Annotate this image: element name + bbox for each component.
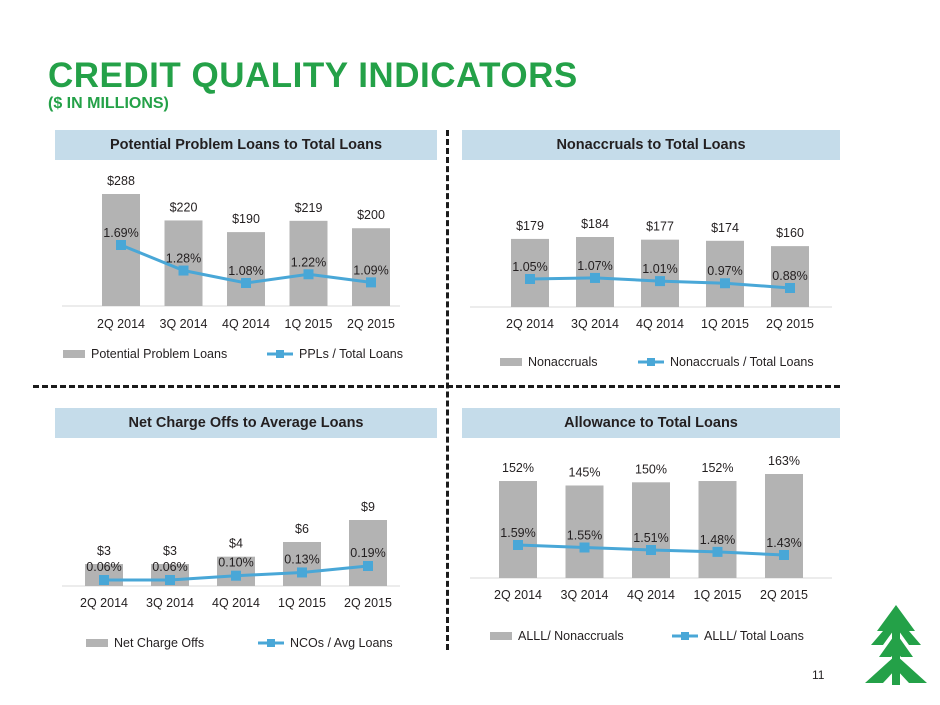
line-data-label: 0.10% bbox=[218, 555, 254, 570]
x-tick-label: 1Q 2015 bbox=[701, 317, 749, 331]
legend-marker-line bbox=[276, 350, 284, 358]
bar-data-label: 163% bbox=[768, 454, 800, 468]
bar-data-label: $6 bbox=[295, 522, 309, 536]
bar-data-label: $220 bbox=[169, 200, 198, 215]
line-data-label: 0.19% bbox=[350, 546, 386, 560]
line-point bbox=[646, 545, 656, 555]
line-point bbox=[297, 567, 307, 577]
line-point bbox=[241, 278, 251, 288]
line-point bbox=[580, 543, 590, 553]
line-point bbox=[99, 575, 109, 585]
line-point bbox=[785, 283, 795, 293]
x-tick-label: 2Q 2015 bbox=[344, 596, 392, 610]
line-point bbox=[513, 540, 523, 550]
line-point bbox=[525, 274, 535, 284]
x-tick-label: 2Q 2015 bbox=[347, 317, 395, 331]
x-tick-label: 3Q 2014 bbox=[571, 317, 619, 331]
line-data-label: 0.06% bbox=[152, 560, 188, 574]
line-point bbox=[179, 266, 189, 276]
line-point bbox=[231, 571, 241, 581]
line-point bbox=[366, 277, 376, 287]
x-tick-label: 3Q 2014 bbox=[560, 588, 609, 602]
legend-label-line: PPLs / Total Loans bbox=[299, 347, 404, 361]
line-data-label: 1.43% bbox=[766, 536, 802, 550]
bar-data-label: $9 bbox=[361, 500, 375, 514]
line-point bbox=[304, 269, 314, 279]
legend-swatch-bar bbox=[500, 358, 522, 366]
bar-data-label: 150% bbox=[635, 462, 667, 477]
line-point bbox=[779, 550, 789, 560]
page-subtitle: ($ IN MILLIONS) bbox=[48, 95, 169, 112]
panel-header-nonaccruals: Nonaccruals to Total Loans bbox=[462, 130, 840, 160]
x-tick-label: 2Q 2014 bbox=[80, 596, 128, 610]
line-data-label: 1.59% bbox=[500, 526, 536, 540]
x-tick-label: 2Q 2014 bbox=[97, 317, 145, 331]
bar-data-label: $288 bbox=[107, 174, 135, 188]
bar-data-label: $3 bbox=[97, 544, 111, 558]
line-data-label: 1.28% bbox=[165, 251, 202, 266]
line-data-label: 1.08% bbox=[228, 264, 264, 278]
line-data-label: 1.05% bbox=[512, 260, 548, 274]
line-data-label: 1.22% bbox=[290, 255, 327, 270]
legend-label-bar: ALLL/ Nonaccruals bbox=[518, 629, 624, 643]
x-tick-label: 1Q 2015 bbox=[278, 596, 326, 610]
bar-data-label: $184 bbox=[581, 217, 609, 231]
legend-label-bar: Potential Problem Loans bbox=[91, 347, 228, 361]
line-data-label: 1.48% bbox=[699, 532, 736, 547]
line-data-label: 1.55% bbox=[566, 528, 603, 543]
line-data-label: 0.06% bbox=[86, 560, 122, 574]
panel-header-ppl: Potential Problem Loans to Total Loans bbox=[55, 130, 437, 160]
legend-label-line: NCOs / Avg Loans bbox=[290, 636, 393, 650]
bar-data-label: $190 bbox=[232, 212, 260, 227]
bar-data-label: $160 bbox=[776, 226, 804, 241]
line-data-label: 1.09% bbox=[353, 263, 389, 278]
bar-data-label: $174 bbox=[711, 220, 739, 235]
x-tick-label: 3Q 2014 bbox=[146, 596, 194, 610]
line-point bbox=[713, 547, 723, 557]
legend-swatch-bar bbox=[63, 350, 85, 358]
x-tick-label: 2Q 2014 bbox=[506, 317, 554, 331]
line-data-label: 0.97% bbox=[707, 264, 743, 279]
line-point bbox=[590, 273, 600, 283]
line-point bbox=[720, 278, 730, 288]
bar-data-label: $177 bbox=[646, 219, 674, 234]
line-point bbox=[363, 561, 373, 571]
page-number: 11 bbox=[812, 668, 825, 682]
bar bbox=[765, 474, 803, 578]
line-point bbox=[165, 575, 175, 585]
x-tick-label: 2Q 2015 bbox=[766, 317, 814, 331]
panel-header-nco: Net Charge Offs to Average Loans bbox=[55, 408, 437, 438]
line-data-label: 1.69% bbox=[103, 226, 139, 240]
line-point bbox=[116, 240, 126, 250]
line-data-label: 1.51% bbox=[633, 531, 669, 545]
bar-data-label: 152% bbox=[701, 461, 734, 476]
x-tick-label: 4Q 2014 bbox=[627, 588, 675, 602]
legend-marker-line bbox=[267, 639, 275, 647]
legend-label-bar: Net Charge Offs bbox=[114, 636, 205, 650]
legend-label-bar: Nonaccruals bbox=[528, 355, 598, 369]
x-tick-label: 2Q 2015 bbox=[760, 588, 808, 602]
legend-swatch-bar bbox=[86, 639, 108, 647]
x-tick-label: 1Q 2015 bbox=[693, 588, 742, 602]
bar-data-label: 145% bbox=[568, 465, 601, 480]
panel-header-allowance: Allowance to Total Loans bbox=[462, 408, 840, 438]
legend-marker-line bbox=[647, 358, 655, 366]
bar-data-label: $200 bbox=[357, 208, 385, 223]
line-point bbox=[655, 276, 665, 286]
legend-label-line: ALLL/ Total Loans bbox=[704, 629, 804, 643]
x-tick-label: 3Q 2014 bbox=[159, 317, 208, 331]
line-data-label: 1.07% bbox=[577, 258, 613, 273]
x-tick-label: 4Q 2014 bbox=[636, 317, 684, 331]
x-tick-label: 1Q 2015 bbox=[284, 317, 333, 331]
bar-data-label: 152% bbox=[502, 461, 534, 476]
x-tick-label: 4Q 2014 bbox=[222, 317, 270, 331]
line-data-label: 0.88% bbox=[772, 269, 808, 283]
bar bbox=[699, 481, 737, 578]
x-tick-label: 2Q 2014 bbox=[494, 588, 542, 602]
bar-data-label: $4 bbox=[229, 536, 243, 551]
x-tick-label: 4Q 2014 bbox=[212, 596, 260, 610]
legend-marker-line bbox=[681, 632, 689, 640]
line-data-label: 0.13% bbox=[284, 552, 320, 567]
page-title: CREDIT QUALITY INDICATORS bbox=[48, 56, 578, 95]
bank-logo-icon bbox=[865, 605, 927, 685]
legend-label-line: Nonaccruals / Total Loans bbox=[670, 355, 814, 369]
bar-data-label: $3 bbox=[163, 544, 177, 558]
bar-data-label: $219 bbox=[294, 200, 323, 215]
line-data-label: 1.01% bbox=[642, 262, 678, 277]
bar-data-label: $179 bbox=[516, 218, 544, 233]
legend-swatch-bar bbox=[490, 632, 512, 640]
